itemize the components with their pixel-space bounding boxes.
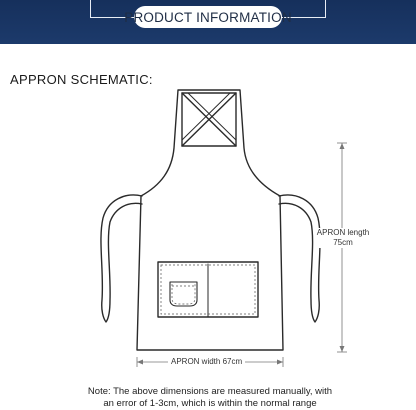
apron-outline [137,90,283,350]
length-label-title: APRON length [316,228,370,237]
width-arrow-left [137,360,143,365]
width-arrow-right [277,360,283,365]
width-label: APRON width 67cm [168,357,245,367]
length-arrow-top [340,143,345,149]
note-line-1: Note: The above dimensions are measured manually, with [87,386,333,397]
section-heading: APPRON SCHEMATIC: [10,72,153,87]
right-waist-tie [279,195,320,322]
length-label-value: 75cm [333,238,353,247]
page-title: PRODUCT INFORMATION [134,6,282,28]
measurement-note [60,386,360,410]
phone-pocket [170,282,197,306]
note-line-2: an error of 1-3cm, which is within the normal range [103,398,317,409]
left-waist-tie [101,195,142,322]
length-arrow-bottom [340,346,345,352]
length-label [314,228,372,248]
phone-pocket-stitching [172,284,195,304]
